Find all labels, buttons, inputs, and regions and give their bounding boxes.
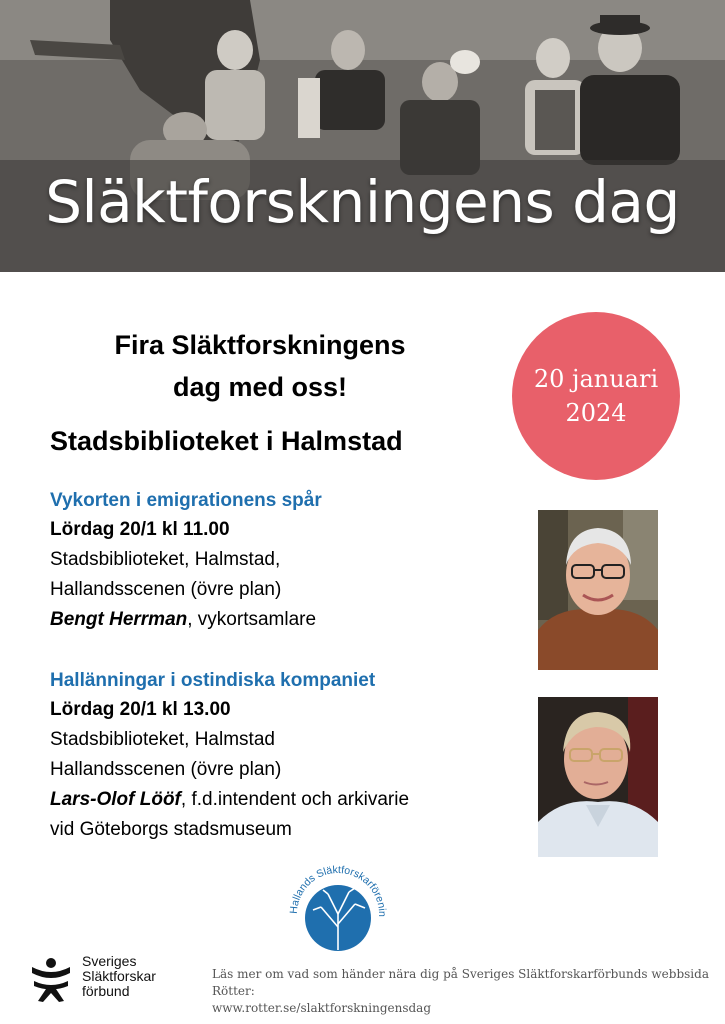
event-place: Stadsbiblioteket, Halmstad,: [50, 549, 281, 570]
event-1: [50, 486, 520, 635]
event-time: Lördag 20/1 kl 11.00: [50, 519, 230, 540]
org-name: [82, 954, 156, 999]
footer-link[interactable]: www.rotter.se/slaktforskningensdag: [212, 1001, 432, 1015]
speaker-photo-1: [538, 510, 658, 670]
footer-line1: Läs mer om vad som händer nära dig på Sveriges Släktforskarförbunds webbsida Rötter:: [212, 967, 709, 998]
speaker-name: Bengt Herrman: [50, 609, 188, 630]
headline: [40, 324, 480, 408]
speaker-role: , vykortsamlare: [187, 609, 317, 630]
date-badge: [512, 312, 680, 480]
event-place-detail: Hallandsscenen (övre plan): [50, 759, 282, 780]
org-name-line3: förbund: [82, 983, 130, 999]
svg-text:Hallands Släktforskarförening: Hallands Släktforskarförenin: [287, 863, 389, 917]
event-time: Lördag 20/1 kl 13.00: [50, 699, 231, 720]
headline-line2: dag med oss!: [172, 372, 348, 402]
banner-title: Släktforskningens dag: [45, 168, 680, 236]
footer-text: [212, 966, 712, 1017]
headline-line1: Fira Släktforskningens: [114, 330, 406, 360]
event-place-detail: Hallandsscenen (övre plan): [50, 579, 282, 600]
event-title: Hallänningar i ostindiska kompaniet: [50, 670, 376, 691]
speaker-name: Lars-Olof Lööf: [50, 789, 181, 810]
org-name-line1: Sveriges: [82, 953, 137, 969]
people-logo-icon: [26, 955, 76, 1005]
event-2: [50, 666, 520, 845]
speaker-role-continued: vid Göteborgs stadsmuseum: [50, 819, 292, 840]
date-badge-year: 2024: [565, 399, 627, 427]
venue-heading: Stadsbiblioteket i Halmstad: [50, 426, 403, 456]
speaker-role: , f.d.intendent och arkivarie: [180, 789, 410, 810]
event-speaker-line: [50, 785, 520, 815]
event-title: Vykorten i emigrationens spår: [50, 490, 322, 511]
header-banner: [0, 0, 725, 272]
tree-icon: [283, 852, 393, 962]
speaker-photo-2: [538, 697, 658, 857]
event-speaker-line: [50, 605, 520, 635]
event-place: Stadsbiblioteket, Halmstad: [50, 729, 275, 750]
date-badge-day: 20 januari: [533, 365, 659, 393]
society-logo: [283, 852, 393, 962]
org-name-line2: Släktforskar: [82, 968, 156, 984]
